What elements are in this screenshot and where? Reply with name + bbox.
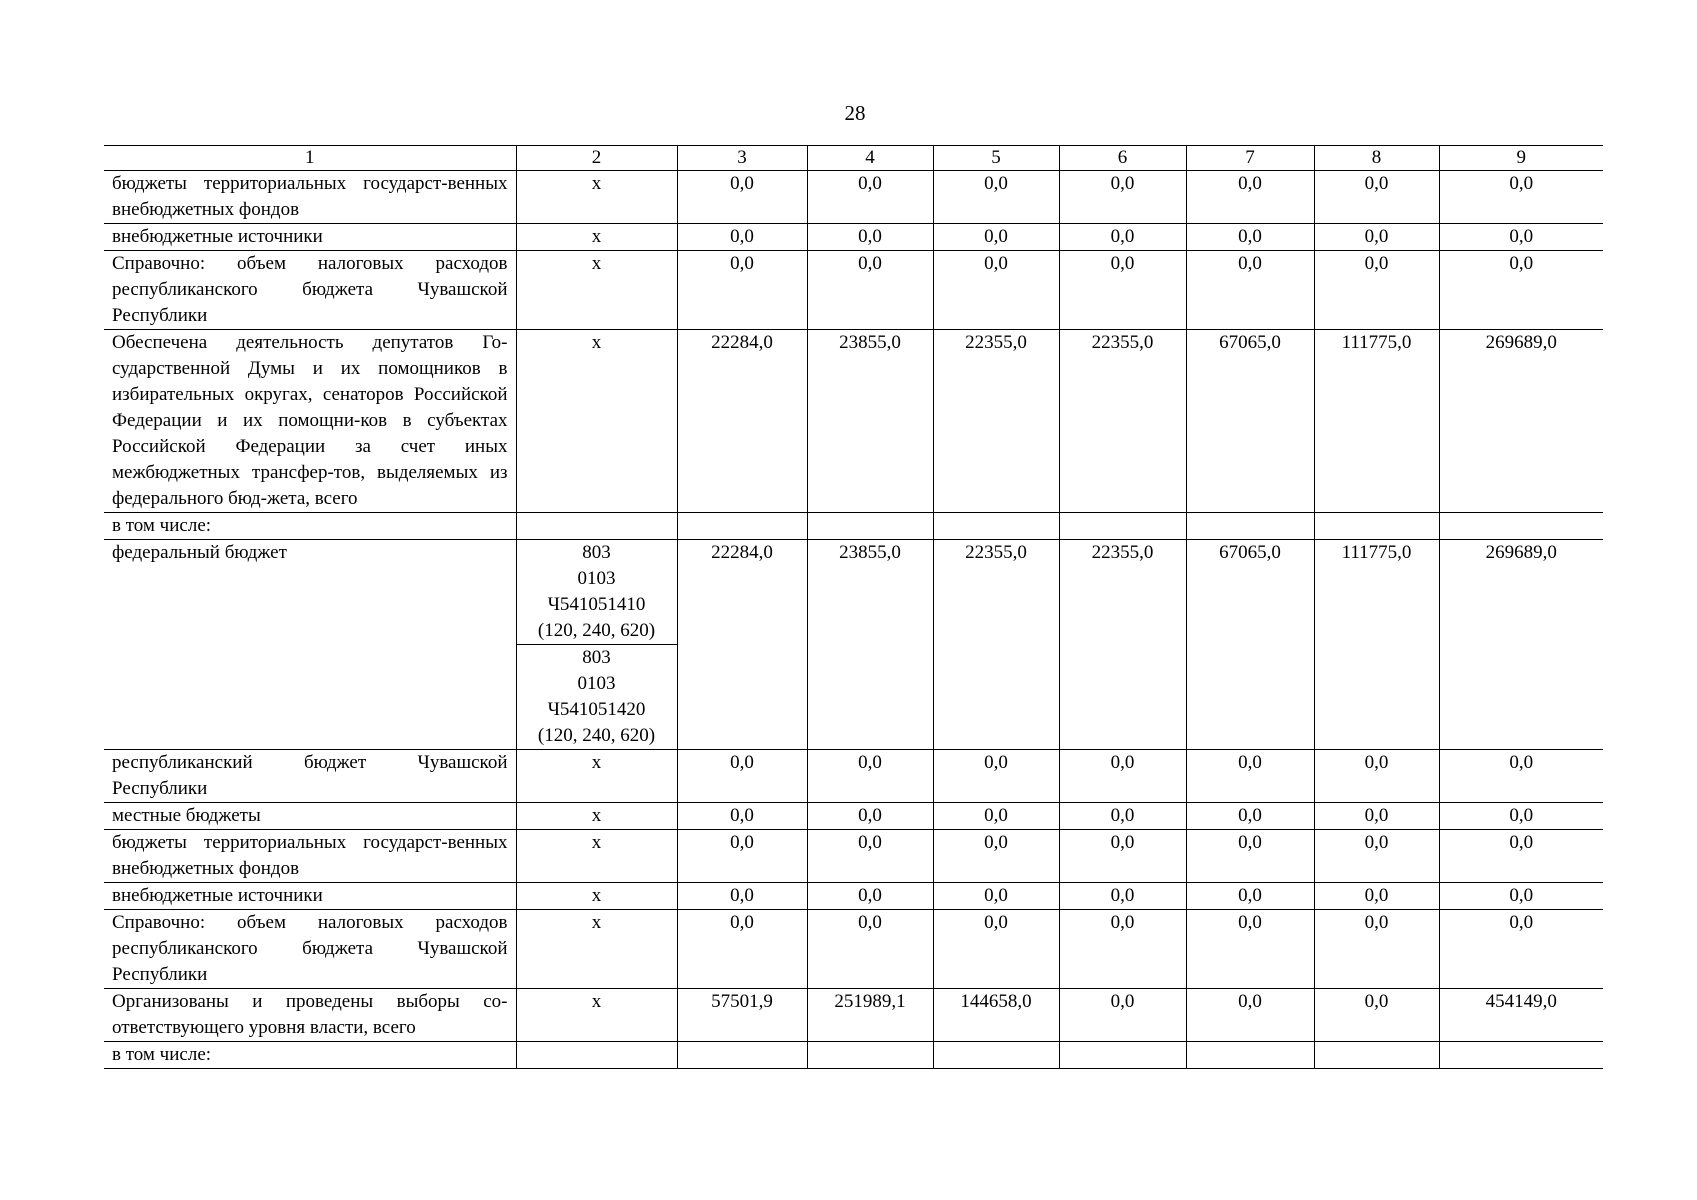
value-cell: 0,0 bbox=[1439, 251, 1603, 330]
value-cell bbox=[1186, 513, 1314, 540]
value-cell: 0,0 bbox=[1059, 830, 1186, 883]
value-cell bbox=[1059, 1042, 1186, 1069]
value-cell: 0,0 bbox=[1439, 830, 1603, 883]
column-header: 4 bbox=[807, 146, 933, 171]
value-cell: 22284,0 bbox=[677, 330, 807, 513]
budget-code: x bbox=[591, 912, 602, 933]
value-cell: 0,0 bbox=[1186, 171, 1314, 224]
value-cell: 454149,0 bbox=[1439, 989, 1603, 1042]
column-header: 5 bbox=[933, 146, 1059, 171]
column-header: 2 bbox=[516, 146, 677, 171]
budget-code: x bbox=[591, 173, 602, 194]
budget-code-cell bbox=[516, 513, 677, 540]
value-cell: 0,0 bbox=[933, 171, 1059, 224]
column-number-row bbox=[104, 146, 1603, 171]
column-header: 8 bbox=[1314, 146, 1439, 171]
value-cell: 22355,0 bbox=[1059, 540, 1186, 750]
table-row bbox=[104, 910, 1603, 989]
value-cell: 0,0 bbox=[1186, 883, 1314, 910]
budget-table bbox=[104, 145, 1603, 1069]
value-cell: 0,0 bbox=[807, 910, 933, 989]
value-cell: 0,0 bbox=[933, 910, 1059, 989]
value-cell: 0,0 bbox=[1314, 830, 1439, 883]
budget-code-cell bbox=[516, 540, 677, 750]
budget-code: x bbox=[591, 832, 602, 853]
value-cell: 0,0 bbox=[1186, 989, 1314, 1042]
budget-code: 803 0103 Ч541051410 (120, 240, 620) bbox=[537, 542, 656, 641]
value-cell: 22355,0 bbox=[1059, 330, 1186, 513]
row-label: Справочно: объем налоговых расходов республиканского бюджета Чувашской Республики bbox=[104, 910, 516, 989]
row-label: бюджеты территориальных государст-венных внебюджетных фондов bbox=[104, 171, 516, 224]
column-header: 9 bbox=[1439, 146, 1603, 171]
value-cell: 0,0 bbox=[1314, 224, 1439, 251]
value-cell: 0,0 bbox=[1314, 883, 1439, 910]
value-cell: 0,0 bbox=[933, 803, 1059, 830]
table-row bbox=[104, 330, 1603, 513]
table-row bbox=[104, 224, 1603, 251]
value-cell: 0,0 bbox=[1059, 883, 1186, 910]
budget-code: x bbox=[591, 253, 602, 274]
value-cell bbox=[1186, 1042, 1314, 1069]
value-cell: 0,0 bbox=[1186, 224, 1314, 251]
value-cell: 0,0 bbox=[807, 171, 933, 224]
table-row bbox=[104, 171, 1603, 224]
value-cell: 0,0 bbox=[677, 803, 807, 830]
value-cell: 22284,0 bbox=[677, 540, 807, 750]
value-cell: 0,0 bbox=[933, 883, 1059, 910]
table-row bbox=[104, 750, 1603, 803]
value-cell: 0,0 bbox=[677, 750, 807, 803]
value-cell: 0,0 bbox=[1439, 750, 1603, 803]
value-cell: 0,0 bbox=[1439, 803, 1603, 830]
value-cell bbox=[807, 513, 933, 540]
table-row bbox=[104, 513, 1603, 540]
row-label: бюджеты территориальных государст-венных внебюджетных фондов bbox=[104, 830, 516, 883]
value-cell: 0,0 bbox=[1439, 171, 1603, 224]
value-cell: 144658,0 bbox=[933, 989, 1059, 1042]
budget-code-cell bbox=[516, 830, 677, 883]
value-cell: 0,0 bbox=[1314, 251, 1439, 330]
budget-code: x bbox=[591, 885, 602, 906]
value-cell: 0,0 bbox=[1059, 171, 1186, 224]
budget-code: x bbox=[591, 226, 602, 247]
value-cell: 0,0 bbox=[677, 830, 807, 883]
value-cell: 0,0 bbox=[807, 883, 933, 910]
budget-code-cell bbox=[516, 224, 677, 251]
value-cell: 0,0 bbox=[1186, 830, 1314, 883]
value-cell: 0,0 bbox=[1059, 803, 1186, 830]
value-cell: 0,0 bbox=[677, 910, 807, 989]
value-cell: 0,0 bbox=[677, 251, 807, 330]
table-row bbox=[104, 1042, 1603, 1069]
value-cell: 0,0 bbox=[1059, 251, 1186, 330]
value-cell: 269689,0 bbox=[1439, 540, 1603, 750]
page-number: 28 bbox=[844, 101, 866, 125]
value-cell bbox=[1314, 1042, 1439, 1069]
value-cell: 0,0 bbox=[1059, 989, 1186, 1042]
value-cell: 0,0 bbox=[1186, 803, 1314, 830]
value-cell: 0,0 bbox=[933, 830, 1059, 883]
table-body bbox=[104, 146, 1603, 1069]
row-label: федеральный бюджет bbox=[104, 540, 516, 750]
value-cell: 0,0 bbox=[807, 830, 933, 883]
value-cell bbox=[807, 1042, 933, 1069]
row-label: Организованы и проведены выборы со-ответствующего уровня власти, всего bbox=[104, 989, 516, 1042]
value-cell bbox=[677, 513, 807, 540]
value-cell bbox=[1059, 513, 1186, 540]
value-cell: 0,0 bbox=[1186, 251, 1314, 330]
value-cell: 111775,0 bbox=[1314, 330, 1439, 513]
table-row bbox=[104, 540, 1603, 750]
table-row bbox=[104, 989, 1603, 1042]
column-header: 3 bbox=[677, 146, 807, 171]
budget-code: 803 0103 Ч541051420 (120, 240, 620) bbox=[517, 644, 677, 749]
row-label: в том числе: bbox=[104, 1042, 516, 1069]
value-cell: 23855,0 bbox=[807, 540, 933, 750]
column-header: 7 bbox=[1186, 146, 1314, 171]
value-cell: 269689,0 bbox=[1439, 330, 1603, 513]
value-cell: 0,0 bbox=[1439, 883, 1603, 910]
budget-code-cell bbox=[516, 330, 677, 513]
table-row bbox=[104, 883, 1603, 910]
table-row bbox=[104, 803, 1603, 830]
value-cell: 67065,0 bbox=[1186, 330, 1314, 513]
row-label: в том числе: bbox=[104, 513, 516, 540]
value-cell: 0,0 bbox=[1314, 750, 1439, 803]
table-row bbox=[104, 251, 1603, 330]
budget-code-cell bbox=[516, 883, 677, 910]
value-cell: 0,0 bbox=[933, 251, 1059, 330]
value-cell: 0,0 bbox=[1314, 803, 1439, 830]
value-cell: 0,0 bbox=[1059, 910, 1186, 989]
value-cell: 0,0 bbox=[1059, 750, 1186, 803]
value-cell: 0,0 bbox=[677, 883, 807, 910]
row-label: внебюджетные источники bbox=[104, 224, 516, 251]
value-cell bbox=[677, 1042, 807, 1069]
value-cell: 0,0 bbox=[807, 224, 933, 251]
value-cell: 251989,1 bbox=[807, 989, 933, 1042]
table-row bbox=[104, 830, 1603, 883]
row-label: республиканский бюджет Чувашской Республики bbox=[104, 750, 516, 803]
budget-code-cell bbox=[516, 989, 677, 1042]
budget-code: x bbox=[591, 991, 602, 1012]
value-cell: 0,0 bbox=[1186, 750, 1314, 803]
value-cell: 57501,9 bbox=[677, 989, 807, 1042]
budget-code: x bbox=[591, 332, 602, 353]
value-cell: 0,0 bbox=[1186, 910, 1314, 989]
budget-code-cell bbox=[516, 803, 677, 830]
column-header: 1 bbox=[104, 146, 516, 171]
budget-code-cell bbox=[516, 910, 677, 989]
budget-code-cell bbox=[516, 750, 677, 803]
value-cell bbox=[933, 513, 1059, 540]
value-cell bbox=[1439, 513, 1603, 540]
value-cell: 0,0 bbox=[807, 803, 933, 830]
row-label: Справочно: объем налоговых расходов республиканского бюджета Чувашской Республики bbox=[104, 251, 516, 330]
value-cell: 0,0 bbox=[933, 750, 1059, 803]
value-cell: 0,0 bbox=[933, 224, 1059, 251]
value-cell bbox=[1439, 1042, 1603, 1069]
value-cell: 23855,0 bbox=[807, 330, 933, 513]
budget-code-cell bbox=[516, 171, 677, 224]
budget-code: x bbox=[591, 805, 602, 826]
column-header: 6 bbox=[1059, 146, 1186, 171]
value-cell: 0,0 bbox=[1314, 989, 1439, 1042]
value-cell: 0,0 bbox=[677, 224, 807, 251]
value-cell: 0,0 bbox=[1314, 171, 1439, 224]
budget-code-cell bbox=[516, 1042, 677, 1069]
value-cell: 0,0 bbox=[1439, 910, 1603, 989]
value-cell: 22355,0 bbox=[933, 330, 1059, 513]
row-label: Обеспечена деятельность депутатов Го-сударственной Думы и их помощников в избирательных округах, сенаторов Российской Федерации и их помощни-ков в субъектах Российской Федерации за счет иных межбюджетных трансфер-тов, выделяемых из федерального бюд-жета, всего bbox=[104, 330, 516, 513]
row-label: местные бюджеты bbox=[104, 803, 516, 830]
value-cell: 22355,0 bbox=[933, 540, 1059, 750]
value-cell bbox=[1314, 513, 1439, 540]
row-label: внебюджетные источники bbox=[104, 883, 516, 910]
value-cell: 0,0 bbox=[677, 171, 807, 224]
value-cell bbox=[933, 1042, 1059, 1069]
value-cell: 0,0 bbox=[807, 750, 933, 803]
value-cell: 111775,0 bbox=[1314, 540, 1439, 750]
budget-code: x bbox=[591, 752, 602, 773]
value-cell: 0,0 bbox=[1439, 224, 1603, 251]
value-cell: 67065,0 bbox=[1186, 540, 1314, 750]
value-cell: 0,0 bbox=[1314, 910, 1439, 989]
value-cell: 0,0 bbox=[807, 251, 933, 330]
budget-code-cell bbox=[516, 251, 677, 330]
value-cell: 0,0 bbox=[1059, 224, 1186, 251]
